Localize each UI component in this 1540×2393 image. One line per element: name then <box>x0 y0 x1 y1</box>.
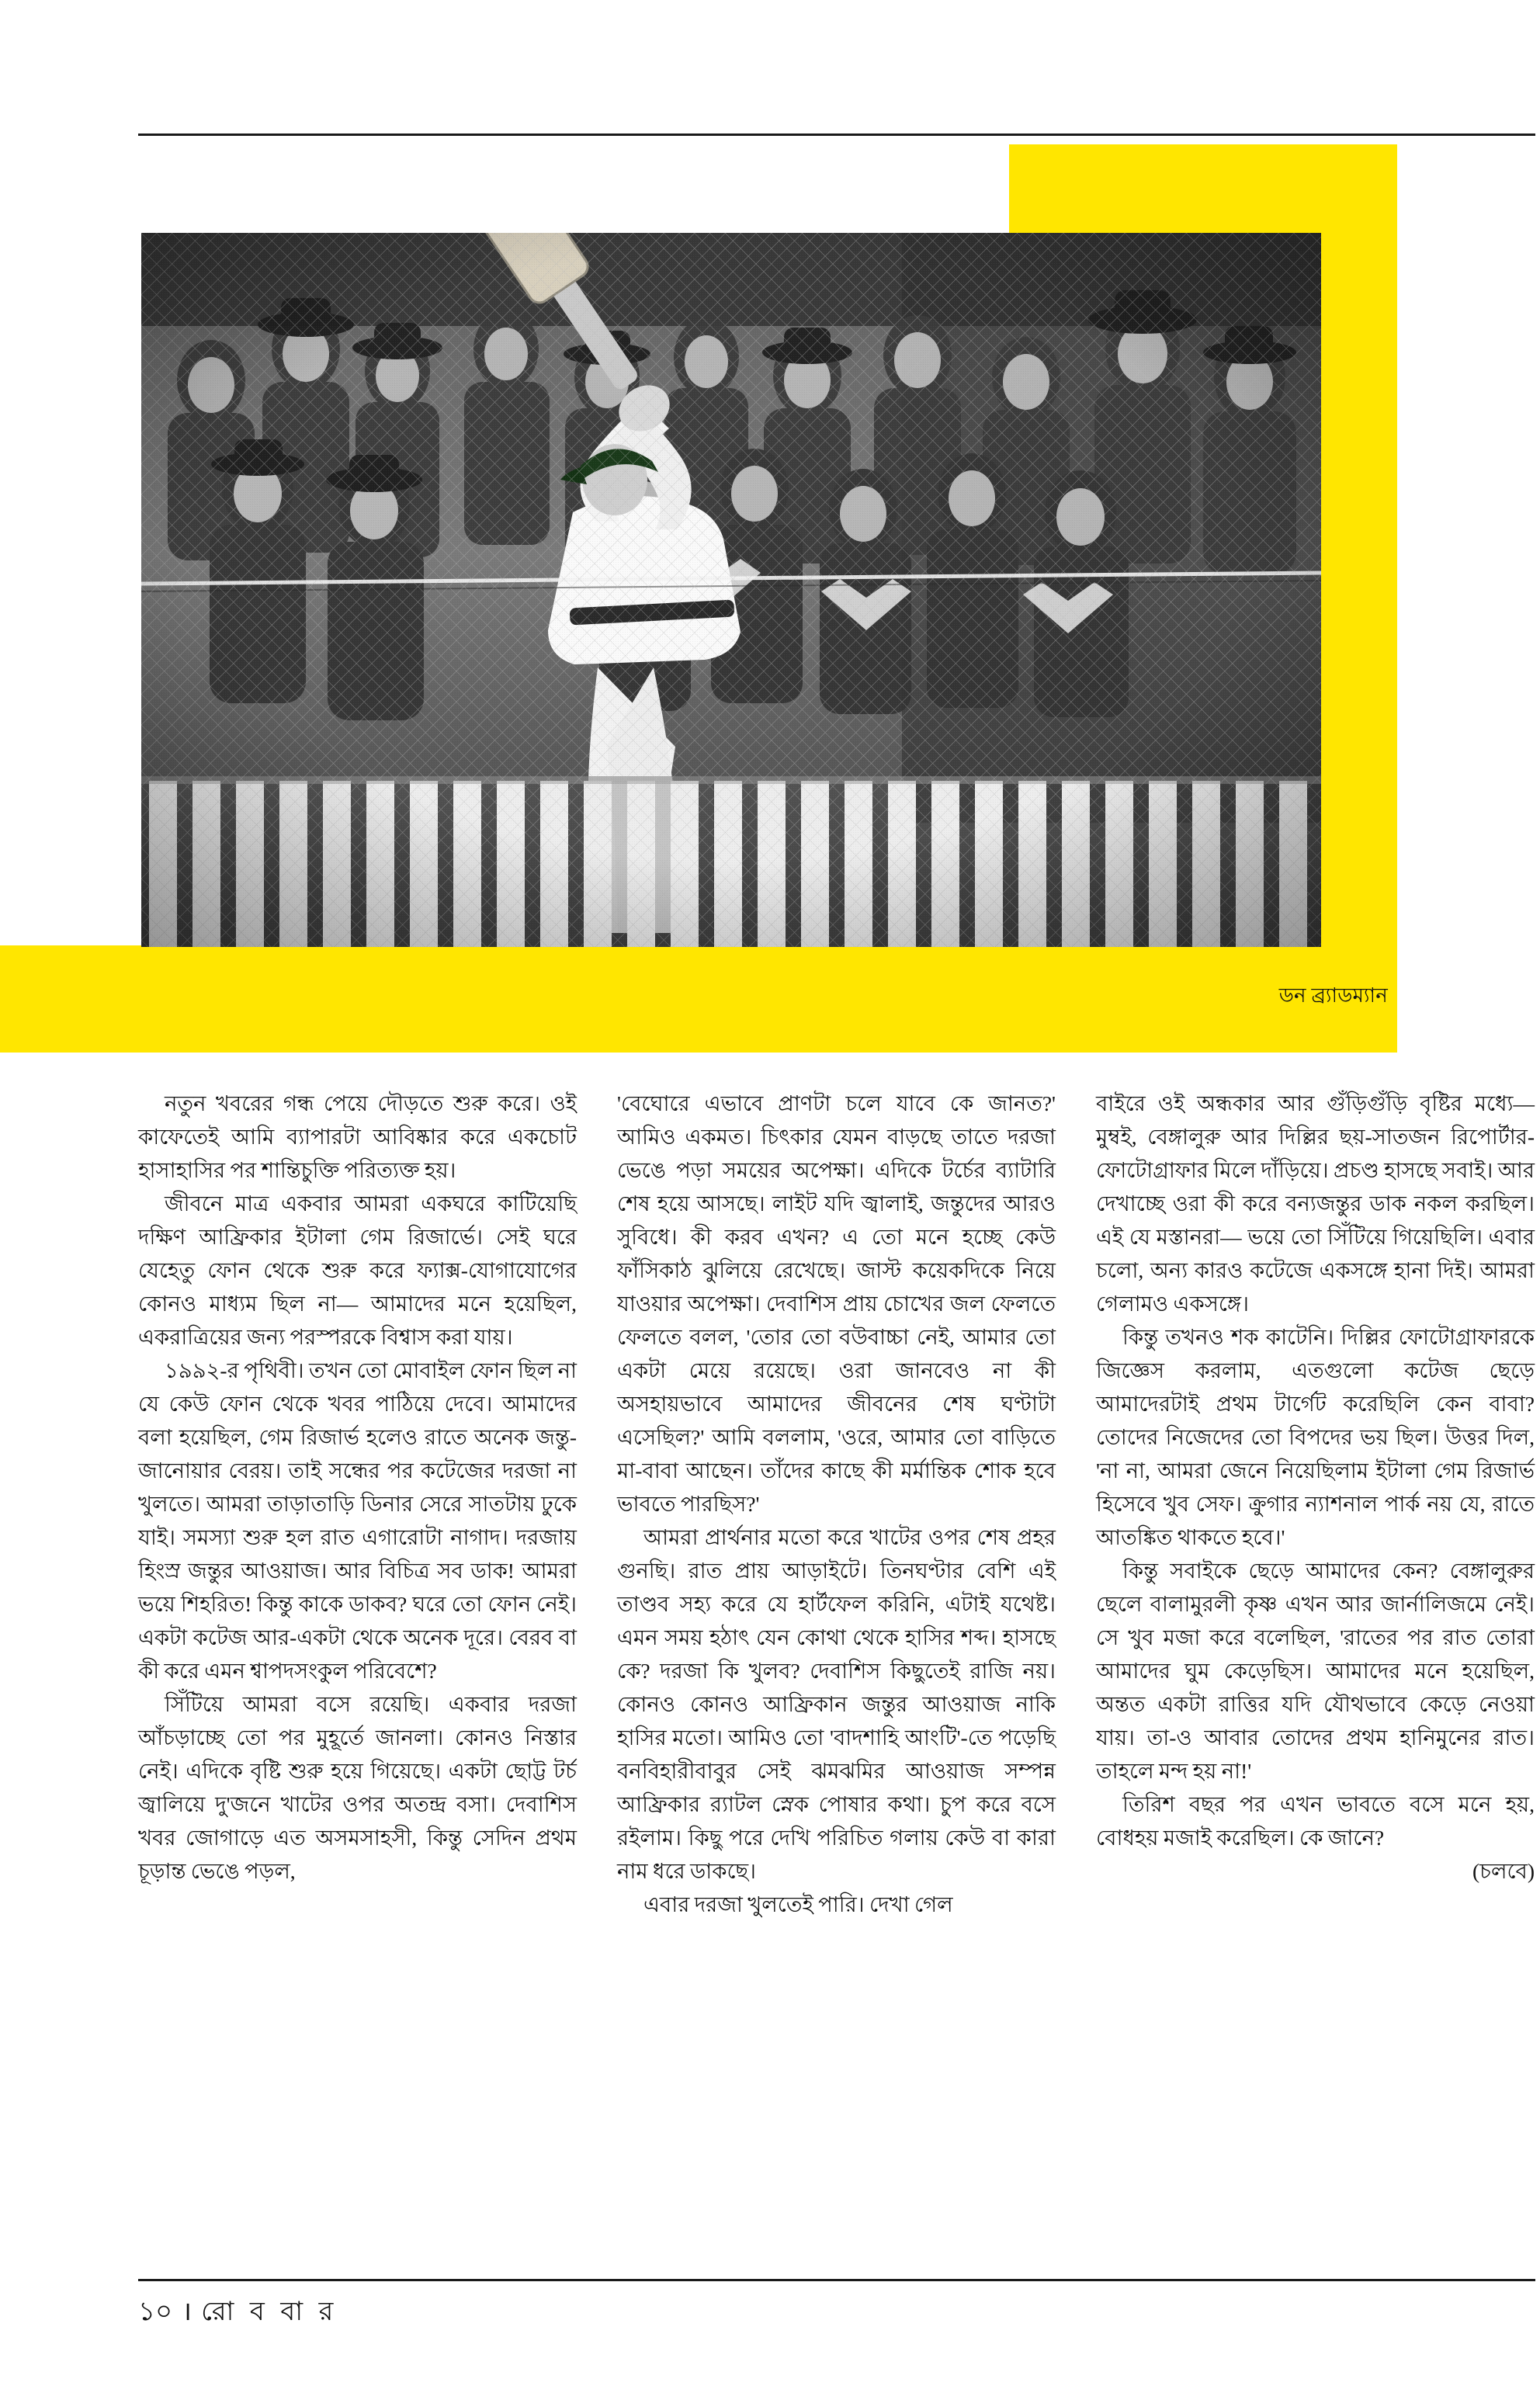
photo-caption: ডন ব্র্যাডম্যান <box>1278 984 1388 1007</box>
paragraph: 'বেঘোরে এভাবে প্রাণটা চলে যাবে কে জানত?' আমিও একমত। চিৎকার যেমন বাড়ছে তাতে দরজা ভেঙে পড়া সময়ের অপেক্ষা। এদিকে টর্চের ব্যাটারি শেষ হয়ে আসছে। লাইট যদি জ্বালাই, জন্তুদের আরও সুবিধে। কী করব এখন? এ তো মনে হচ্ছে কেউ ফাঁসিকাঠ ঝুলিয়ে রেখেছে। জাস্ট কয়েকদিকে নিয়ে যাওয়ার অপেক্ষা। দেবাশিস প্রায় চোখের জল ফেলতে ফেলতে বলল, 'তোর তো বউবাচ্চা নেই, আমার তো একটা মেয়ে রয়েছে। ওরা জানবেও না কী অসহায়ভাবে আমাদের জীবনের শেষ ঘণ্টাটা এসেছিল?' আমি বললাম, 'ওরে, আমার তো বাড়িতে মা-বাবা আছেন। তাঁদের কাছে কী মর্মান্তিক শোক হবে ভাবতে পারছিস?' <box>617 1091 1056 1516</box>
accent-bar-bottom <box>0 945 1397 1053</box>
paragraph: কিন্তু সবাইকে ছেড়ে আমাদের কেন? বেঙ্গালুরুর ছেলে বালামুরলী কৃষ্ণ এখন আর জার্নালিজমে নেই। সে খুব মজা করে বলেছিল, 'রাতের পর রাত তোরা আমাদের ঘুম কেড়েছিস। আমাদের মনে হয়েছিল, অন্তত একটা রাত্তির যদি যৌথভাবে কেড়ে নেওয়া যায়। তা-ও আবার তোদের প্রথম হানিমুনের রাত। তাহলে মন্দ হয় না!' <box>1096 1559 1535 1783</box>
masthead-label: রো ব বা র <box>201 2298 338 2326</box>
footer-separator: । <box>182 2298 192 2326</box>
column-2 <box>617 1087 1056 1921</box>
footer <box>138 2291 338 2336</box>
column-3 <box>1096 1087 1535 1921</box>
paragraph: আমরা প্রার্থনার মতো করে খাটের ওপর শেষ প্রহর গুনছি। রাত প্রায় আড়াইটে। তিনঘণ্টার বেশি এই তাণ্ডব সহ্য করে যে হার্টফেল করিনি, এটাই যথেষ্ট। এমন সময় হঠাৎ যেন কোথা থেকে হাসির শব্দ। হাসছে কে? দরজা কি খুলব? দেবাশিস কিছুতেই রাজি নয়। কোনও কোনও আফ্রিকান জন্তুর আওয়াজ নাকি হাসির মতো। আমিও তো 'বাদশাহি আংটি'-তে পড়েছি বনবিহারীবাবুর সেই ঝমঝমির আওয়াজ সম্পন্ন আফ্রিকার র‍্যাটল স্নেক পোষার কথা। চুপ করে বসে রইলাম। কিছু পরে দেখি পরিচিত গলায় কেউ বা কারা নাম ধরে ডাকছে। <box>617 1525 1056 1883</box>
footer-rule <box>138 2279 1535 2281</box>
paragraph: নতুন খবরের গন্ধ পেয়ে দৌড়তে শুরু করে। ওই কাফেতেই আমি ব্যাপারটা আবিষ্কার করে একচোট হাসাহাসির পর শান্তিচুক্তি পরিত্যক্ত হয়। <box>138 1091 577 1182</box>
paragraph: তিরিশ বছর পর এখন ভাবতে বসে মনে হয়, বোধহয় মজাই করেছিল। কে জানে? <box>1096 1792 1535 1850</box>
paragraph: ১৯৯২-র পৃথিবী। তখন তো মোবাইল ফোন ছিল না যে কেউ ফোন থেকে খবর পাঠিয়ে দেবে। আমাদের বলা হয়েছিল, গেম রিজার্ভ হলেও রাতে অনেক জন্তু-জানোয়ার বেরয়। তাই সন্ধের পর কটেজের দরজা না খুলতে। আমরা তাড়াতাড়ি ডিনার সেরে সাতটায় ঢুকে যাই। সমস্যা শুরু হল রাত এগারোটা নাগাদ। দরজায় হিংস্র জন্তুর আওয়াজ। আর বিচিত্র সব ডাক! আমরা ভয়ে শিহরিত! কিন্তু কাকে ডাকব? ঘরে তো ফোন নেই। একটা কটেজ আর-একটা থেকে অনেক দূরে। বেরব বা কী করে এমন শ্বাপদসংকুল পরিবেশে? <box>138 1358 577 1683</box>
paragraph: এবার দরজা খুলতেই পারি। দেখা গেল <box>643 1892 953 1916</box>
paragraph: জীবনে মাত্র একবার আমরা একঘরে কাটিয়েছি দক্ষিণ আফ্রিকার ইটালা গেম রিজার্ভে। সেই ঘরে যেহেতু ফোন থেকে শুরু করে ফ্যাক্স-যোগাযোগের কোনও মাধ্যম ছিল না— আমাদের মনে হয়েছিল, একরাত্রিয়ের জন্য পরস্পরকে বিশ্বাস করা যায়। <box>138 1191 577 1349</box>
column-1 <box>138 1087 577 1921</box>
paragraph: কিন্তু তখনও শক কাটেনি। দিল্লির ফোটোগ্রাফারকে জিজ্ঞেস করলাম, এতগুলো কটেজ ছেড়ে আমাদেরটাই প্রথম টার্গেট করেছিলি কেন বাবা? তোদের নিজেদের তো বিপদের ভয় ছিল। উত্তর দিল, 'না না, আমরা জেনে নিয়েছিলাম ইটালা গেম রিজার্ভ হিসেবে খুব সেফ। ক্রুগার ন্যাশনাল পার্ক নয় যে, রাতে আতঙ্কিত থাকতে হবে।' <box>1096 1325 1535 1549</box>
page-number: ১০ <box>138 2298 173 2326</box>
top-rule <box>138 134 1535 136</box>
cricket-batsman-photo <box>141 233 1321 947</box>
continued-note: (চলবে) <box>1472 1859 1535 1883</box>
paragraph: বাইরে ওই অন্ধকার আর গুঁড়িগুঁড়ি বৃষ্টির মধ্যে— মুম্বই, বেঙ্গালুরু আর দিল্লির ছয়-সাতজন রিপোর্টার-ফোটোগ্রাফার মিলে দাঁড়িয়ে। প্রচণ্ড হাসছে সবাই। আর দেখাচ্ছে ওরা কী করে বন্যজন্তুর ডাক নকল করছিল। এই যে মস্তানরা— ভয়ে তো সিঁটিয়ে গিয়েছিলি। এবার চলো, অন্য কারও কটেজে একসঙ্গে হানা দিই। আমরা গেলামও একসঙ্গে। <box>1096 1091 1535 1316</box>
article-body <box>138 1087 1535 1921</box>
paragraph: সিঁটিয়ে আমরা বসে রয়েছি। একবার দরজা আঁচড়াচ্ছে তো পর মুহূর্তে জানলা। কোনও নিস্তার নেই। এদিকে বৃষ্টি শুরু হয়ে গিয়েছে। একটা ছোট্ট টর্চ জ্বালিয়ে দু'জনে খাটের ওপর অতন্দ্র বসা। দেবাশিস খবর জোগাড়ে এত অসমসাহসী, কিন্তু সেদিন প্রথম চূড়ান্ত ভেঙে পড়ল, <box>138 1692 577 1883</box>
